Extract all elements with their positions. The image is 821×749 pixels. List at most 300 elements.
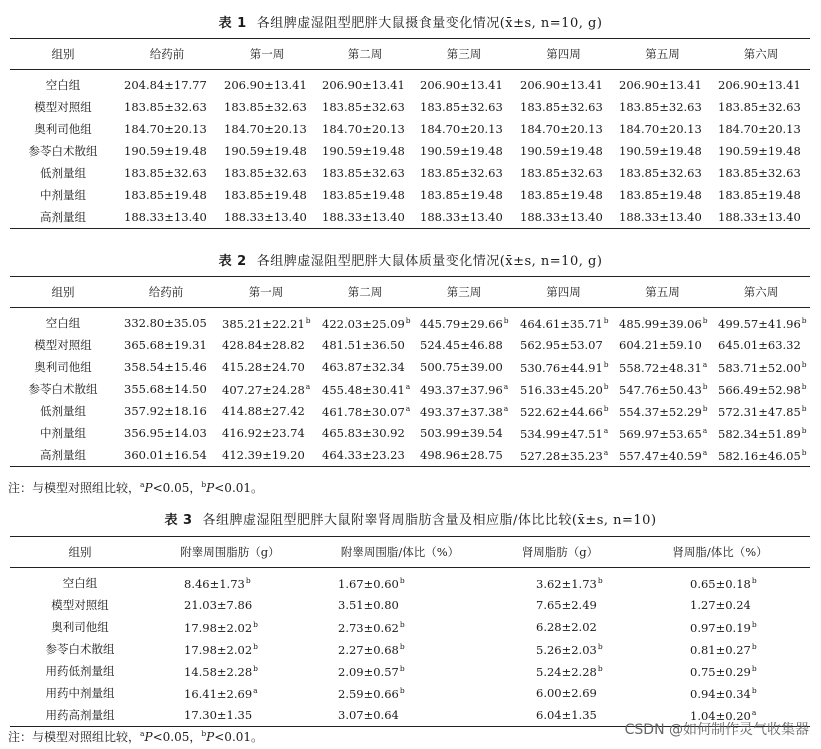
value-text: 416.92±23.74	[222, 426, 305, 440]
value-text: 1.67±0.60	[338, 576, 399, 591]
value-text: 332.80±35.05	[124, 316, 207, 330]
value-cell	[514, 422, 613, 444]
table-row	[10, 400, 810, 422]
group-name-cell: 低剂量组	[40, 404, 86, 418]
table-row	[10, 184, 810, 206]
value-cell	[414, 140, 514, 162]
significance-marker: b	[597, 575, 603, 585]
value-text: 183.85±32.63	[520, 100, 603, 114]
group-name-cell: 参苓白术散组	[28, 382, 98, 396]
group-name-cell: 空白组	[45, 78, 81, 92]
value-cell	[514, 206, 613, 229]
value-text: 183.85±32.63	[322, 100, 405, 114]
value-cell	[613, 162, 712, 184]
significance-marker: b	[597, 663, 603, 673]
value-cell	[316, 444, 414, 467]
table1-header-cell: 第四周	[514, 39, 613, 70]
value-cell	[316, 400, 414, 422]
value-text: 190.59±19.48	[718, 144, 801, 158]
value-cell	[316, 356, 414, 378]
value-cell	[414, 400, 514, 422]
value-cell	[316, 162, 414, 184]
value-text: 558.72±48.31	[619, 360, 702, 375]
table-row	[10, 422, 810, 444]
value-text: 183.85±32.63	[619, 100, 702, 114]
value-text: 206.90±13.41	[718, 78, 801, 92]
value-text: 190.59±19.48	[420, 144, 503, 158]
table2-header-cell: 给药前	[116, 277, 216, 308]
value-text: 582.16±46.05	[718, 448, 801, 463]
value-cell	[150, 660, 310, 682]
value-text: 572.31±47.85	[718, 404, 801, 419]
value-cell	[514, 118, 613, 140]
value-cell	[310, 616, 490, 638]
value-text: 2.27±0.68	[338, 642, 399, 657]
table-row	[10, 140, 810, 162]
value-cell	[613, 422, 712, 444]
table-row	[10, 594, 810, 616]
value-text: 183.85±32.63	[420, 100, 503, 114]
value-cell	[514, 162, 613, 184]
value-cell	[712, 356, 810, 378]
value-text: 183.85±32.63	[224, 166, 307, 180]
table-row	[10, 118, 810, 140]
significance-marker: b	[751, 619, 757, 629]
value-text: 481.51±36.50	[322, 338, 405, 352]
value-text: 17.98±2.02	[184, 642, 253, 657]
value-text: 183.85±19.48	[520, 188, 603, 202]
value-text: 547.76±50.43	[619, 382, 702, 397]
value-cell	[712, 422, 810, 444]
group-name-cell: 模型对照组	[34, 100, 92, 114]
table1-header-cell: 第五周	[613, 39, 712, 70]
table2-header-cell: 组别	[10, 277, 116, 308]
value-text: 355.68±14.50	[124, 382, 207, 396]
table3	[10, 536, 810, 727]
significance-marker: b	[751, 685, 757, 695]
value-text: 1.04±0.20	[690, 708, 751, 723]
significance-marker: b	[253, 619, 258, 629]
table-row	[10, 356, 810, 378]
value-text: 183.85±19.48	[420, 188, 503, 202]
value-cell	[216, 378, 316, 400]
value-text: 6.28±2.02	[536, 620, 597, 634]
group-name-cell: 奥利司他组	[51, 620, 109, 634]
table3-header-cell: 附睾周围脂肪（g）	[150, 537, 310, 568]
value-text: 14.58±2.28	[184, 664, 253, 679]
value-text: 183.85±19.48	[224, 188, 307, 202]
group-name-cell: 低剂量组	[40, 166, 86, 180]
value-cell	[316, 70, 414, 97]
value-text: 17.30±1.35	[184, 708, 253, 722]
value-text: 0.65±0.18	[690, 576, 751, 591]
value-text: 190.59±19.48	[124, 144, 207, 158]
table1-header-cell: 第一周	[218, 39, 316, 70]
value-cell	[712, 206, 810, 229]
significance-marker: b	[399, 685, 405, 695]
value-text: 461.78±30.07	[322, 404, 405, 419]
value-text: 358.54±15.46	[124, 360, 207, 374]
significance-marker: a	[702, 359, 708, 369]
value-cell	[150, 704, 310, 727]
value-text: 183.85±32.63	[322, 166, 405, 180]
value-cell	[712, 118, 810, 140]
group-name-cell: 空白组	[45, 316, 81, 330]
value-cell	[514, 184, 613, 206]
value-cell	[613, 356, 712, 378]
value-cell	[712, 378, 810, 400]
value-cell	[613, 378, 712, 400]
value-cell	[712, 400, 810, 422]
significance-marker: b	[399, 575, 405, 585]
significance-marker: a	[751, 707, 757, 717]
group-name-cell: 模型对照组	[51, 598, 109, 612]
group-name-cell: 空白组	[62, 576, 98, 590]
value-cell	[414, 334, 514, 356]
value-cell	[218, 140, 316, 162]
value-cell	[216, 422, 316, 444]
value-text: 0.81±0.27	[690, 642, 751, 657]
significance-marker: b	[702, 315, 708, 325]
table-row	[10, 206, 810, 229]
value-cell	[116, 184, 218, 206]
table2-header-cell: 第六周	[712, 277, 810, 308]
value-cell	[116, 206, 218, 229]
csdn-watermark: CSDN @如何制作灵气收集器	[624, 722, 809, 738]
significance-marker: b	[801, 315, 807, 325]
value-cell	[316, 140, 414, 162]
value-cell	[514, 356, 613, 378]
significance-marker: b	[253, 641, 258, 651]
value-text: 554.37±52.29	[619, 404, 702, 419]
value-cell	[116, 444, 216, 467]
value-cell	[316, 184, 414, 206]
value-text: 188.33±13.40	[619, 210, 702, 224]
table-row	[10, 682, 810, 704]
value-text: 206.90±13.41	[520, 78, 603, 92]
value-text: 566.49±52.98	[718, 382, 801, 397]
table1-label: 表 1	[218, 16, 247, 31]
value-cell	[712, 444, 810, 467]
value-text: 184.70±20.13	[124, 122, 207, 136]
table3-caption	[0, 509, 821, 528]
group-name-cell: 高剂量组	[40, 448, 86, 462]
value-text: 500.75±39.00	[420, 360, 503, 374]
value-text: 2.59±0.66	[338, 686, 399, 701]
value-text: 6.00±2.69	[536, 686, 597, 700]
value-cell	[490, 594, 630, 616]
table1-header-cell: 第六周	[712, 39, 810, 70]
value-text: 360.01±16.54	[124, 448, 207, 462]
value-text: 183.85±19.48	[619, 188, 702, 202]
value-text: 183.85±19.48	[718, 188, 801, 202]
value-text: 5.24±2.28	[536, 664, 597, 679]
value-text: 184.70±20.13	[322, 122, 405, 136]
table-row	[10, 378, 810, 400]
value-text: 562.95±53.07	[520, 338, 603, 352]
value-text: 183.85±32.63	[224, 100, 307, 114]
value-cell	[490, 616, 630, 638]
table1-header-row	[10, 39, 810, 70]
value-text: 356.95±14.03	[124, 426, 207, 440]
value-cell	[630, 568, 810, 595]
value-text: 21.03±7.86	[184, 598, 253, 612]
value-cell	[310, 568, 490, 595]
table1-header-cell: 组别	[10, 39, 116, 70]
significance-marker: b	[801, 403, 807, 413]
value-text: 385.21±22.21	[222, 316, 305, 331]
value-text: 412.39±19.20	[222, 448, 305, 462]
value-text: 557.47±40.59	[619, 448, 702, 463]
value-text: 464.61±35.71	[520, 316, 603, 331]
value-text: 184.70±20.13	[619, 122, 702, 136]
table1-header-cell: 给药前	[116, 39, 218, 70]
value-text: 463.87±32.34	[322, 360, 405, 374]
value-cell	[712, 70, 810, 97]
value-text: 16.41±2.69	[184, 686, 253, 701]
value-cell	[310, 638, 490, 660]
value-cell	[150, 682, 310, 704]
table3-title: 各组脾虚湿阻型肥胖大鼠附睾肾周脂肪含量及相应脂/体比比较(x̄±s, n=10)	[202, 513, 657, 528]
value-cell	[712, 184, 810, 206]
value-text: 190.59±19.48	[619, 144, 702, 158]
table2-header-cell: 第一周	[216, 277, 316, 308]
value-cell	[613, 184, 712, 206]
significance-marker: b	[245, 575, 251, 585]
value-cell	[316, 378, 414, 400]
value-text: 524.45±46.88	[420, 338, 503, 352]
table2-title: 各组脾虚湿阻型肥胖大鼠体质量变化情况(x̄±s, n=10, g)	[256, 254, 603, 269]
value-cell	[712, 334, 810, 356]
value-cell	[116, 400, 216, 422]
significance-marker: b	[603, 359, 609, 369]
value-text: 493.37±37.38	[420, 404, 503, 419]
value-text: 188.33±13.40	[520, 210, 603, 224]
table1-caption	[0, 12, 821, 31]
significance-marker: b	[702, 403, 708, 413]
significance-marker: a	[405, 381, 411, 391]
significance-marker: b	[597, 641, 603, 651]
significance-marker: b	[801, 447, 807, 457]
table3-header-row	[10, 537, 810, 568]
group-name-cell: 用药高剂量组	[45, 708, 115, 722]
table-row	[10, 444, 810, 467]
group-name-cell: 奥利司他组	[34, 360, 92, 374]
value-cell	[613, 206, 712, 229]
value-cell	[414, 422, 514, 444]
value-text: 645.01±63.32	[718, 338, 801, 352]
significance-marker: b	[305, 315, 311, 325]
significance-marker: b	[253, 663, 258, 673]
significance-marker: a	[405, 403, 411, 413]
value-cell	[630, 660, 810, 682]
value-text: 464.33±23.23	[322, 448, 405, 462]
value-cell	[150, 568, 310, 595]
significance-marker: b	[603, 315, 609, 325]
value-cell	[218, 162, 316, 184]
value-cell	[116, 422, 216, 444]
value-cell	[116, 118, 218, 140]
significance-marker: b	[801, 425, 807, 435]
value-cell	[490, 568, 630, 595]
value-cell	[490, 682, 630, 704]
significance-marker: a	[253, 685, 258, 695]
group-name-cell: 中剂量组	[40, 426, 86, 440]
value-cell	[414, 444, 514, 467]
table3-label: 表 3	[164, 513, 193, 528]
table2-header-cell: 第三周	[414, 277, 514, 308]
table-row	[10, 660, 810, 682]
value-text: 530.76±44.91	[520, 360, 603, 375]
value-cell	[414, 162, 514, 184]
value-cell	[630, 682, 810, 704]
table2-header-row	[10, 277, 810, 308]
value-text: 188.33±13.40	[322, 210, 405, 224]
value-cell	[310, 594, 490, 616]
value-text: 190.59±19.48	[520, 144, 603, 158]
value-cell	[218, 96, 316, 118]
table-row	[10, 638, 810, 660]
value-cell	[116, 96, 218, 118]
value-cell	[150, 638, 310, 660]
value-text: 428.84±28.82	[222, 338, 305, 352]
value-cell	[116, 70, 218, 97]
value-text: 3.62±1.73	[536, 576, 597, 591]
group-name-cell: 模型对照组	[34, 338, 92, 352]
value-text: 498.96±28.75	[420, 448, 503, 462]
value-text: 17.98±2.02	[184, 620, 253, 635]
significance-marker: a	[603, 425, 609, 435]
value-text: 6.04±1.35	[536, 708, 597, 722]
value-text: 522.62±44.66	[520, 404, 603, 419]
table3-header-cell: 肾周脂肪（g）	[490, 537, 630, 568]
value-cell	[613, 334, 712, 356]
value-cell	[218, 206, 316, 229]
table2-header-cell: 第四周	[514, 277, 613, 308]
table-row	[10, 334, 810, 356]
value-cell	[218, 184, 316, 206]
value-cell	[218, 70, 316, 97]
value-cell	[514, 400, 613, 422]
value-text: 190.59±19.48	[224, 144, 307, 158]
value-cell	[414, 356, 514, 378]
value-cell	[613, 444, 712, 467]
table-row	[10, 70, 810, 97]
value-cell	[613, 140, 712, 162]
value-cell	[490, 660, 630, 682]
value-cell	[216, 308, 316, 335]
group-name-cell: 高剂量组	[40, 210, 86, 224]
value-cell	[316, 118, 414, 140]
value-text: 184.70±20.13	[420, 122, 503, 136]
value-cell	[630, 616, 810, 638]
value-cell	[514, 96, 613, 118]
value-cell	[116, 334, 216, 356]
table2	[10, 276, 810, 467]
value-text: 184.70±20.13	[224, 122, 307, 136]
value-cell	[116, 162, 218, 184]
value-text: 190.59±19.48	[322, 144, 405, 158]
table-row	[10, 616, 810, 638]
value-cell	[216, 356, 316, 378]
significance-marker: a	[702, 447, 708, 457]
value-text: 604.21±59.10	[619, 338, 702, 352]
value-cell	[490, 704, 630, 727]
table3-header-cell: 附睾周围脂/体比（%）	[310, 537, 490, 568]
table3-header-cell: 肾周脂/体比（%）	[630, 537, 810, 568]
group-name-cell: 参苓白术散组	[45, 642, 115, 656]
value-cell	[414, 184, 514, 206]
value-text: 1.27±0.24	[690, 598, 751, 612]
value-text: 455.48±30.41	[322, 382, 405, 397]
significance-marker: b	[702, 381, 708, 391]
significance-marker: b	[399, 663, 405, 673]
significance-marker: b	[503, 315, 509, 325]
value-text: 465.83±30.92	[322, 426, 405, 440]
value-text: 3.51±0.80	[338, 598, 399, 612]
value-text: 3.07±0.64	[338, 708, 399, 722]
value-text: 527.28±35.23	[520, 448, 603, 463]
value-cell	[712, 308, 810, 335]
value-text: 0.94±0.34	[690, 686, 751, 701]
value-cell	[630, 638, 810, 660]
table2-label: 表 2	[218, 254, 247, 269]
value-cell	[310, 682, 490, 704]
value-text: 499.57±41.96	[718, 316, 801, 331]
group-name-cell: 用药低剂量组	[45, 664, 115, 678]
value-cell	[310, 660, 490, 682]
value-cell	[414, 96, 514, 118]
value-cell	[116, 140, 218, 162]
value-cell	[514, 444, 613, 467]
value-cell	[514, 378, 613, 400]
table1-title: 各组脾虚湿阻型肥胖大鼠摄食量变化情况(x̄±s, n=10, g)	[256, 16, 603, 31]
table3-header-cell: 组别	[10, 537, 150, 568]
value-text: 206.90±13.41	[224, 78, 307, 92]
significance-marker: a	[603, 447, 609, 457]
value-cell	[218, 118, 316, 140]
value-cell	[116, 356, 216, 378]
group-name-cell: 中剂量组	[40, 188, 86, 202]
significance-marker: b	[751, 663, 757, 673]
value-cell	[712, 162, 810, 184]
significance-marker: b	[751, 641, 757, 651]
significance-marker: b	[603, 381, 609, 391]
significance-marker: b	[405, 315, 411, 325]
table1-header-cell: 第二周	[316, 39, 414, 70]
table2-header-cell: 第二周	[316, 277, 414, 308]
value-cell	[316, 308, 414, 335]
table2-header-cell: 第五周	[613, 277, 712, 308]
value-cell	[316, 206, 414, 229]
value-cell	[310, 704, 490, 727]
value-text: 188.33±13.40	[718, 210, 801, 224]
value-cell	[414, 308, 514, 335]
value-text: 582.34±51.89	[718, 426, 801, 441]
value-cell	[613, 70, 712, 97]
value-text: 204.84±17.77	[124, 78, 207, 92]
significance-marker: b	[603, 403, 609, 413]
value-text: 0.97±0.19	[690, 620, 751, 635]
value-text: 445.79±29.66	[420, 316, 503, 331]
value-text: 422.03±25.09	[322, 316, 405, 331]
value-text: 183.85±19.48	[322, 188, 405, 202]
significance-marker: b	[801, 381, 807, 391]
value-text: 569.97±53.65	[619, 426, 702, 441]
value-cell	[316, 334, 414, 356]
value-cell	[216, 400, 316, 422]
value-cell	[613, 400, 712, 422]
